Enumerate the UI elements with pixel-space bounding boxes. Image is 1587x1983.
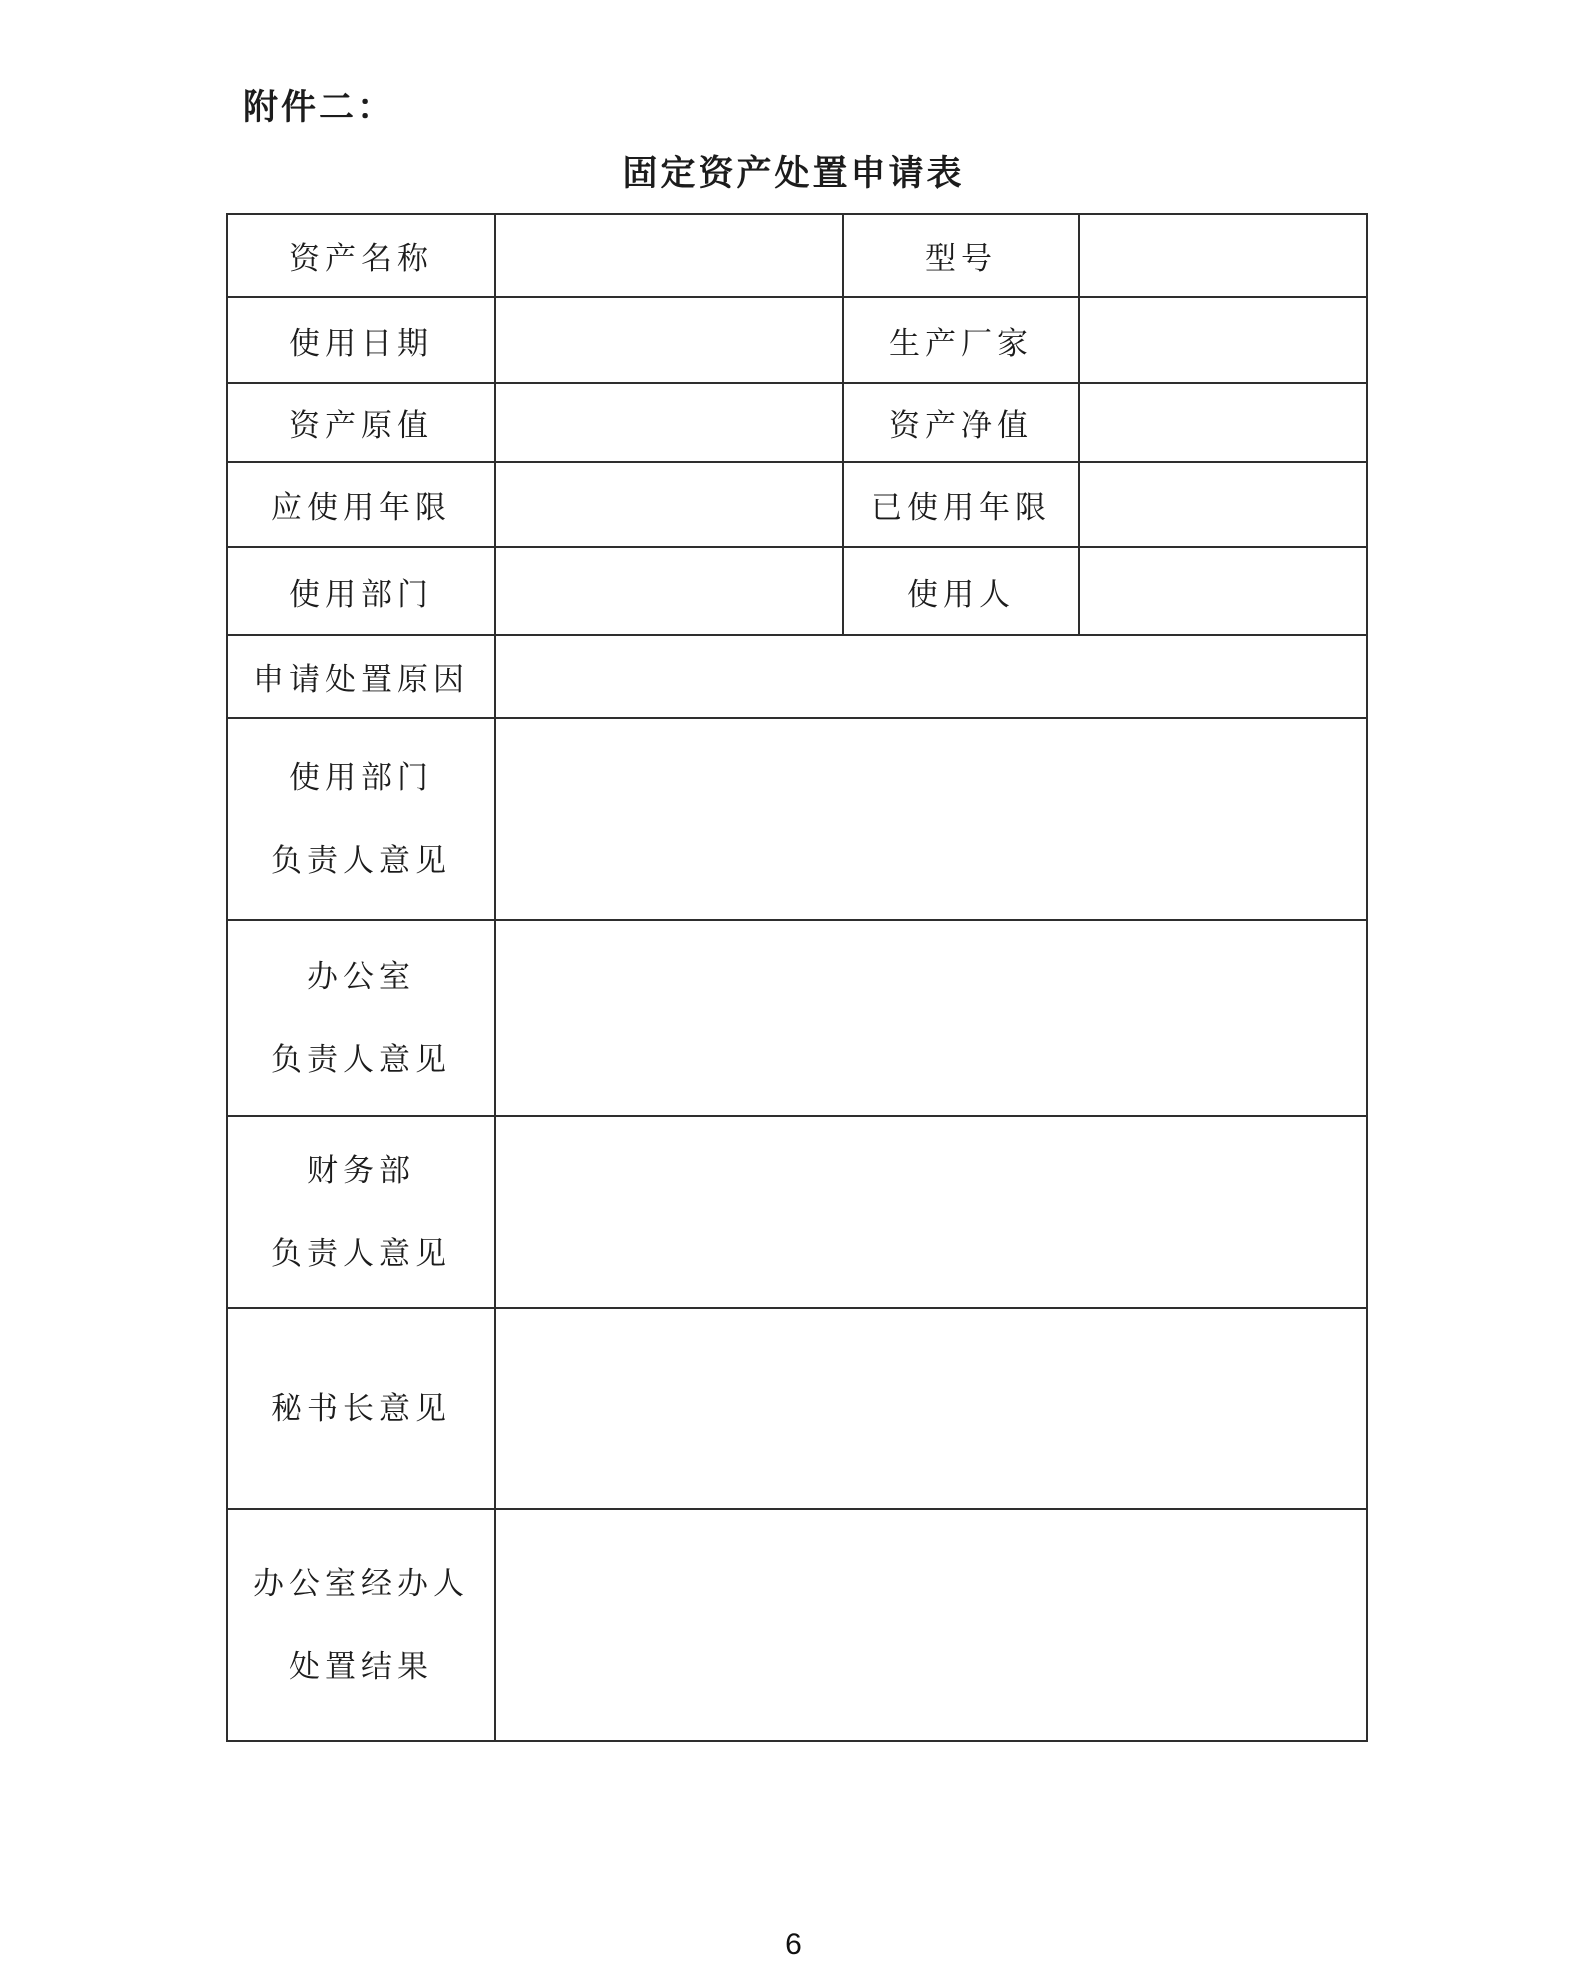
table-row-disposal-reason <box>227 635 1367 718</box>
value-model <box>1079 214 1367 297</box>
value-manufacturer <box>1079 297 1367 383</box>
value-using-department <box>495 547 843 635</box>
page-title: 固定资产处置申请表 <box>622 154 965 193</box>
label-net-value: 资产净值 <box>843 383 1079 462</box>
label-used-life: 已使用年限 <box>843 462 1079 547</box>
label-line: 财务部 <box>307 1153 415 1188</box>
asset-form-table <box>226 213 1368 1742</box>
label-secretary-general-opinion <box>227 1308 495 1509</box>
table-row-using-department <box>227 547 1367 635</box>
value-expected-life <box>495 462 843 547</box>
label-line: 负责人意见 <box>271 843 451 878</box>
label-line: 办公室经办人 <box>253 1566 469 1601</box>
label-original-value: 资产原值 <box>227 383 495 462</box>
label-line: 秘书长意见 <box>271 1391 451 1426</box>
table-row-original-value <box>227 383 1367 462</box>
table-row-asset-name <box>227 214 1367 297</box>
label-line: 负责人意见 <box>271 1042 451 1077</box>
value-use-date <box>495 297 843 383</box>
label-expected-life: 应使用年限 <box>227 462 495 547</box>
label-office-handler-result <box>227 1509 495 1741</box>
value-secretary-general-opinion <box>495 1308 1367 1509</box>
label-finance-head-opinion <box>227 1116 495 1308</box>
label-user: 使用人 <box>843 547 1079 635</box>
value-asset-name <box>495 214 843 297</box>
label-dept-head-opinion <box>227 718 495 920</box>
table-row-expected-life <box>227 462 1367 547</box>
label-office-head-opinion <box>227 920 495 1116</box>
page-number: 6 <box>785 1928 802 1961</box>
label-manufacturer: 生产厂家 <box>843 297 1079 383</box>
table-row-office-head-opinion <box>227 920 1367 1116</box>
label-line: 处置结果 <box>289 1649 433 1684</box>
value-finance-head-opinion <box>495 1116 1367 1308</box>
table-row-finance-head-opinion <box>227 1116 1367 1308</box>
value-disposal-reason <box>495 635 1367 718</box>
value-user <box>1079 547 1367 635</box>
table-row-secretary-general-opinion <box>227 1308 1367 1509</box>
label-line: 使用部门 <box>289 760 433 795</box>
label-line: 办公室 <box>307 959 415 994</box>
table-row-dept-head-opinion <box>227 718 1367 920</box>
value-office-head-opinion <box>495 920 1367 1116</box>
table-row-use-date <box>227 297 1367 383</box>
attachment-label: 附件二： <box>243 88 396 127</box>
label-line: 负责人意见 <box>271 1236 451 1271</box>
value-used-life <box>1079 462 1367 547</box>
label-model: 型号 <box>843 214 1079 297</box>
label-disposal-reason: 申请处置原因 <box>227 635 495 718</box>
value-dept-head-opinion <box>495 718 1367 920</box>
table-row-office-handler-result <box>227 1509 1367 1741</box>
value-net-value <box>1079 383 1367 462</box>
value-office-handler-result <box>495 1509 1367 1741</box>
label-asset-name: 资产名称 <box>227 214 495 297</box>
label-use-date: 使用日期 <box>227 297 495 383</box>
value-original-value <box>495 383 843 462</box>
label-using-department: 使用部门 <box>227 547 495 635</box>
